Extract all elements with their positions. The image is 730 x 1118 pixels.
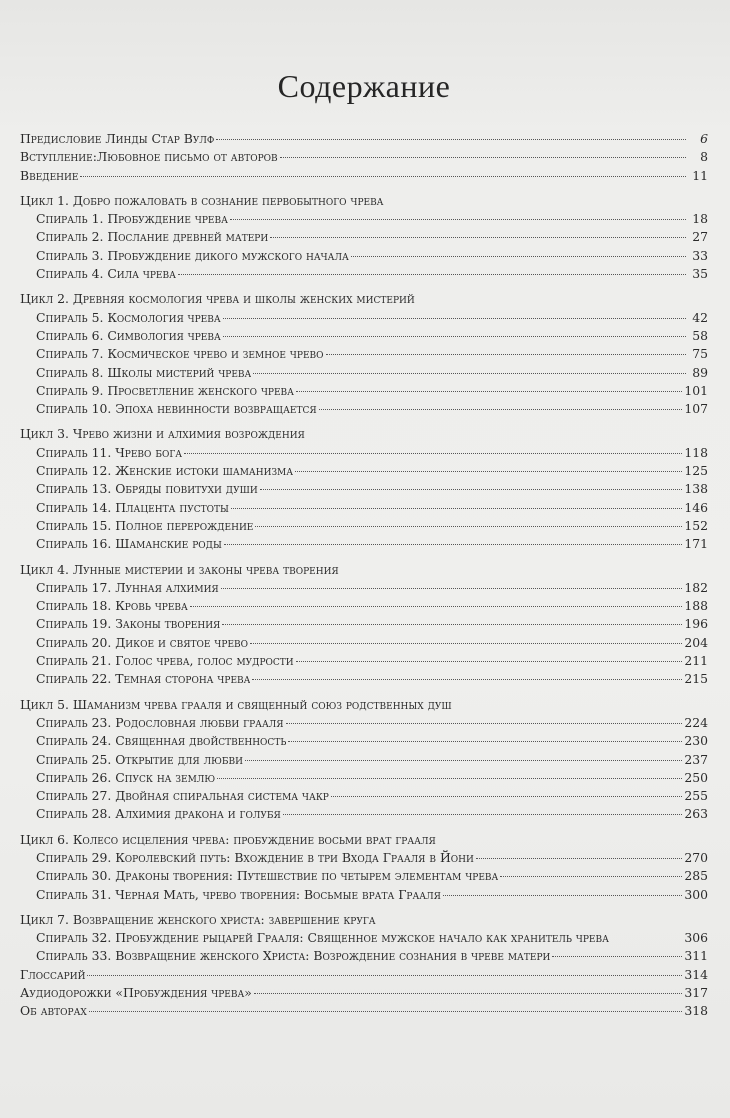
dot-leader — [296, 661, 683, 662]
toc-entry[interactable] — [20, 966, 708, 984]
toc-page-number: 196 — [684, 616, 708, 632]
toc-entry-label: Введение — [20, 167, 79, 183]
toc-page-number: 314 — [684, 966, 708, 982]
toc-entry-label: Предисловие Линды Стар Вулф — [20, 131, 215, 146]
toc-entry[interactable] — [20, 480, 708, 498]
toc-entry-label: Спираль 3. Пробуждение дикого мужского начала — [36, 247, 349, 263]
dot-leader — [222, 624, 682, 625]
toc-page-number: 182 — [684, 579, 708, 595]
toc-entry-label: Цикл 1. Добро пожаловать в сознание первобытного чрева — [20, 192, 384, 208]
toc-section-heading[interactable] — [20, 290, 708, 308]
toc-page-number: 101 — [684, 382, 708, 398]
table-of-contents — [20, 130, 708, 1021]
toc-entry-label: Спираль 28. Алхимия дракона и голубя — [36, 806, 281, 822]
dot-leader — [286, 723, 683, 724]
dot-leader — [331, 796, 682, 797]
toc-entry-label: Цикл 4. Лунные мистерии и законы чрева творения — [20, 561, 339, 577]
toc-page-number: 311 — [684, 948, 708, 964]
toc-page-number: 204 — [684, 634, 708, 650]
toc-entry-label: Спираль 4. Сила чрева — [36, 266, 176, 282]
toc-entry-label: Спираль 18. Кровь чрева — [36, 598, 188, 614]
toc-entry[interactable] — [20, 886, 708, 904]
toc-entry-label: Аудиодорожки «Пробуждения чрева» — [20, 985, 252, 1001]
toc-page-number: 118 — [684, 444, 708, 460]
toc-entry[interactable] — [20, 769, 708, 787]
toc-entry-label: Спираль 25. Открытие для любви — [36, 751, 243, 767]
toc-entry-label: Спираль 22. Темная сторона чрева — [36, 671, 251, 687]
toc-entry[interactable] — [20, 517, 708, 535]
toc-entry[interactable] — [20, 462, 708, 480]
toc-entry-label: Цикл 2. Древняя космология чрева и школы женских мистерий — [20, 291, 415, 307]
toc-entry-label: Спираль 30. Драконы творения: Путешествие по четырем элементам чрева — [36, 868, 499, 884]
toc-page-number: 317 — [684, 985, 708, 1001]
toc-page-number: 152 — [684, 517, 708, 533]
toc-entry-label: Спираль 33. Возвращение женского Христа: Возрождение сознания в чреве матери — [36, 948, 551, 964]
toc-entry-label: Цикл 5. Шаманизм чрева грааля и священный союз родственных душ — [20, 696, 452, 712]
toc-entry[interactable] — [20, 787, 708, 805]
toc-page-number: 125 — [684, 463, 708, 479]
toc-page-number: 107 — [684, 401, 708, 417]
toc-entry[interactable] — [20, 345, 708, 363]
toc-page-number: 171 — [684, 536, 708, 552]
toc-page-number: 230 — [684, 733, 708, 749]
toc-section-heading[interactable] — [20, 192, 708, 210]
toc-page-number: 33 — [692, 247, 708, 263]
toc-entry-label: Цикл 6. Колесо исцеления чрева: пробуждение восьми врат грааля — [20, 831, 436, 847]
toc-entry[interactable] — [20, 327, 708, 345]
toc-entry-label: Спираль 26. Спуск на землю — [36, 769, 216, 785]
dot-leader — [296, 391, 682, 392]
dot-leader — [319, 409, 683, 410]
toc-entry[interactable] — [20, 652, 708, 670]
dot-leader — [221, 588, 683, 589]
toc-entry-label: Спираль 32. Пробуждение рыцарей Грааля: Священное мужское начало как хранитель чрева — [36, 930, 609, 946]
toc-page-number: 35 — [692, 266, 708, 282]
toc-entry[interactable] — [20, 130, 708, 148]
toc-entry[interactable] — [20, 309, 708, 327]
toc-page-number: 263 — [684, 806, 708, 822]
toc-entry-label: Спираль 15. Полное перерождение — [36, 517, 254, 533]
dot-leader — [283, 814, 683, 815]
toc-entry-label: Об авторах — [20, 1003, 87, 1019]
toc-entry[interactable] — [20, 364, 708, 382]
toc-entry[interactable] — [20, 499, 708, 517]
toc-entry-label: Спираль 10. Эпоха невинности возвращается — [36, 401, 317, 417]
dot-leader — [326, 354, 686, 355]
toc-entry[interactable] — [20, 947, 708, 965]
toc-entry-label: Цикл 7. Возвращение женского христа: завершение круга — [20, 911, 376, 927]
toc-entry-label: Цикл 3. Чрево жизни и алхимия возрождения — [20, 426, 305, 442]
toc-entry[interactable] — [20, 805, 708, 823]
toc-page-number: 300 — [684, 886, 708, 902]
toc-page-number: 215 — [684, 671, 708, 687]
toc-entry-label: Спираль 13. Обряды повитухи души — [36, 481, 258, 497]
toc-page-number: 42 — [692, 309, 708, 325]
toc-entry[interactable] — [20, 634, 708, 652]
dot-leader — [80, 176, 686, 177]
toc-page-number: 75 — [692, 346, 708, 362]
toc-entry-label: Спираль 7. Космическое чрево и земное чрево — [36, 346, 324, 362]
dot-leader — [231, 508, 683, 509]
toc-entry[interactable] — [20, 849, 708, 867]
toc-page-number: 250 — [684, 769, 708, 785]
toc-page-number: 146 — [684, 499, 708, 515]
dot-leader — [280, 157, 686, 158]
toc-entry-label: Спираль 12. Женские истоки шаманизма — [36, 463, 294, 479]
toc-entry-label: Спираль 11. Чрево бога — [36, 444, 183, 460]
toc-section-heading[interactable] — [20, 425, 708, 443]
toc-page-number: 255 — [684, 788, 708, 804]
dot-leader — [223, 336, 686, 337]
toc-page-number: 211 — [684, 653, 708, 669]
toc-entry-label: Спираль 23. Родословная любви грааля — [36, 714, 284, 730]
toc-entry[interactable] — [20, 670, 708, 688]
dot-leader — [260, 489, 683, 490]
toc-entry-label: Спираль 14. Плацента пустоты — [36, 499, 229, 515]
dot-leader — [245, 760, 682, 761]
dot-leader — [255, 526, 682, 527]
toc-entry[interactable] — [20, 444, 708, 462]
toc-entry[interactable] — [20, 265, 708, 283]
toc-entry[interactable] — [20, 597, 708, 615]
toc-entry-label: Спираль 24. Священная двойственность — [36, 733, 287, 749]
dot-leader — [223, 318, 686, 319]
toc-page-number: 6 — [700, 131, 708, 146]
dot-leader — [87, 975, 682, 976]
toc-page-number: 285 — [684, 868, 708, 884]
toc-entry[interactable] — [20, 714, 708, 732]
toc-entry[interactable] — [20, 984, 708, 1002]
toc-entry[interactable] — [20, 1002, 708, 1020]
toc-page-number: 318 — [684, 1003, 708, 1019]
toc-page-number: 89 — [692, 364, 708, 380]
toc-page-number: 237 — [684, 751, 708, 767]
toc-entry-label: Спираль 17. Лунная алхимия — [36, 579, 219, 595]
dot-leader — [500, 876, 682, 877]
dot-leader — [552, 956, 682, 957]
toc-entry-label: Спираль 6. Симвология чрева — [36, 327, 221, 343]
toc-entry[interactable] — [20, 929, 708, 947]
dot-leader — [89, 1011, 683, 1012]
toc-entry[interactable] — [20, 400, 708, 418]
page-title: Содержание — [277, 68, 451, 104]
toc-section-heading[interactable] — [20, 831, 708, 849]
dot-leader — [184, 453, 682, 454]
toc-entry[interactable] — [20, 148, 708, 166]
toc-entry-label: Спираль 16. Шаманские роды — [36, 536, 222, 552]
toc-entry[interactable] — [20, 167, 708, 185]
toc-entry-label: Спираль 9. Просветление женского чрева — [36, 382, 294, 398]
dot-leader — [252, 679, 682, 680]
dot-leader — [217, 778, 682, 779]
toc-entry[interactable] — [20, 751, 708, 769]
toc-entry[interactable] — [20, 867, 708, 885]
toc-entry[interactable] — [20, 615, 708, 633]
toc-section-heading[interactable] — [20, 696, 708, 714]
toc-entry-label: Спираль 2. Послание древней матери — [36, 229, 269, 245]
dot-leader — [253, 373, 686, 374]
toc-page-number: 270 — [684, 849, 708, 865]
toc-page-number: 306 — [684, 930, 708, 946]
toc-entry-label: Спираль 21. Голос чрева, голос мудрости — [36, 653, 294, 669]
toc-page-number: 11 — [692, 167, 708, 183]
dot-leader — [178, 274, 686, 275]
dot-leader — [254, 993, 682, 994]
toc-section-heading[interactable] — [20, 911, 708, 929]
toc-entry-label: Спираль 19. Законы творения — [36, 616, 221, 632]
dot-leader — [295, 471, 682, 472]
toc-entry[interactable] — [20, 732, 708, 750]
toc-page-number: 18 — [692, 211, 708, 227]
dot-leader — [216, 139, 686, 140]
toc-entry-label: Спираль 8. Школы мистерий чрева — [36, 364, 252, 380]
toc-page-number: 188 — [684, 598, 708, 614]
dot-leader — [230, 219, 686, 220]
toc-entry-label: Спираль 27. Двойная спиральная система чакр — [36, 788, 329, 804]
toc-page-number: 27 — [692, 229, 708, 245]
toc-page-number: 8 — [700, 149, 708, 165]
dot-leader — [476, 858, 683, 859]
toc-page-number: 138 — [684, 481, 708, 497]
toc-entry[interactable] — [20, 247, 708, 265]
toc-entry-label: Спираль 1. Пробуждение чрева — [36, 211, 228, 227]
toc-page-number: 58 — [692, 327, 708, 343]
dot-leader — [270, 237, 686, 238]
toc-entry[interactable] — [20, 210, 708, 228]
dot-leader — [351, 256, 686, 257]
dot-leader — [443, 895, 682, 896]
dot-leader — [224, 544, 682, 545]
dot-leader — [250, 643, 682, 644]
toc-entry[interactable] — [20, 382, 708, 400]
toc-section-heading[interactable] — [20, 561, 708, 579]
toc-entry[interactable] — [20, 579, 708, 597]
toc-entry-label: Глоссарий — [20, 966, 86, 982]
toc-entry[interactable] — [20, 535, 708, 553]
dot-leader — [190, 606, 682, 607]
toc-entry-label: Спираль 29. Королевский путь: Вхождение в три Входа Грааля в Йони — [36, 849, 474, 865]
dot-leader — [288, 741, 682, 742]
toc-entry-label: Спираль 20. Дикое и святое чрево — [36, 634, 249, 650]
toc-page-number: 224 — [684, 714, 708, 730]
toc-entry-label: Вступление:Любовное письмо от авторов — [20, 149, 278, 165]
toc-entry-label: Спираль 5. Космология чрева — [36, 309, 221, 325]
toc-entry[interactable] — [20, 228, 708, 246]
toc-entry-label: Спираль 31. Черная Мать, чрево творения: Восьмые врата Грааля — [36, 886, 441, 902]
